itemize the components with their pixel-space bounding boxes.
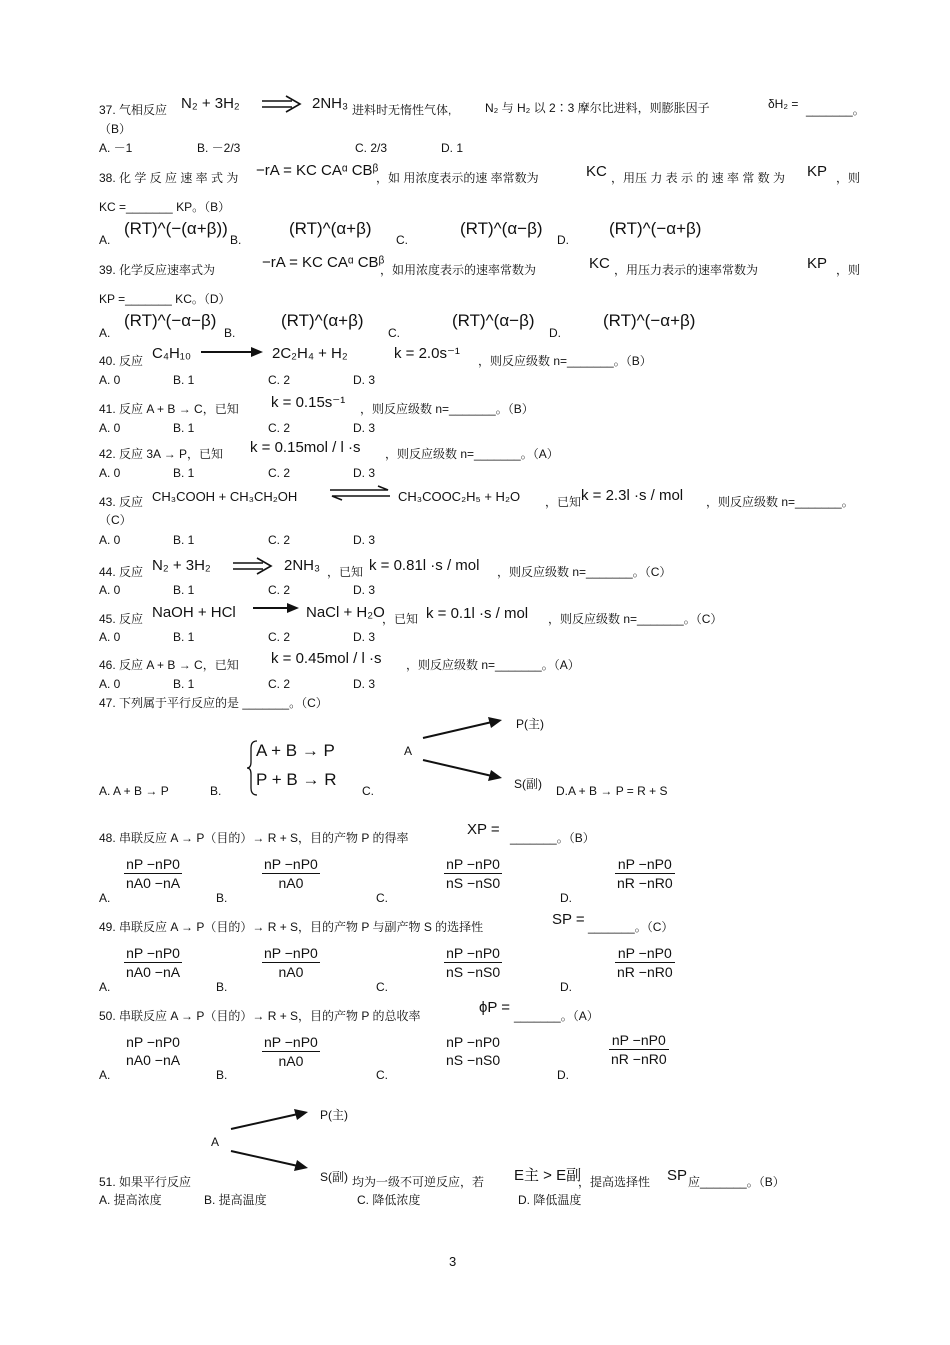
hollow-arrow-icon [233, 558, 273, 574]
q39-option-d: D. [549, 326, 561, 340]
q47-scheme-main: P(主) [516, 717, 544, 731]
q37-mid: 进料时无惰性气体, [352, 103, 452, 117]
q39-kp: KP [807, 255, 828, 272]
q48-fraction-b [262, 855, 320, 892]
q45-rhs: NaCl + H₂O [306, 604, 385, 621]
q47-scheme-side: S(副) [514, 777, 542, 791]
q39-text2: ，用压力表示的速率常数为 [614, 263, 759, 277]
fraction-numerator: nP −nP0 [446, 1034, 500, 1050]
q43-option-b: B. 1 [173, 533, 195, 547]
fraction-numerator: nP −nP0 [264, 945, 318, 961]
q40-option-a: A. 0 [99, 373, 121, 387]
q45-tail2: ，则反应级数 n=_______。（C） [548, 612, 723, 626]
q37-ratio: N₂ 与 H₂ 以 2∶3 摩尔比进料，则膨胀因子 [485, 101, 710, 115]
fraction-numerator: nP −nP0 [264, 1034, 318, 1050]
q40-stem: 40. 反应 [99, 354, 144, 368]
q44-tail: ，已知 [327, 565, 364, 579]
q45-tail: ，已知 [382, 612, 419, 626]
q44-option-a: A. 0 [99, 583, 121, 597]
q51-scheme-reactant: A [211, 1135, 220, 1149]
q45-lhs: NaOH + HCl [152, 604, 236, 621]
q46-tail: ，则反应级数 n=_______。（A） [406, 658, 580, 672]
q51-condition: E主 > E副 [514, 1167, 582, 1184]
q50-fraction-c [444, 1033, 502, 1069]
q39-expr-b: (RT)^(α+β) [281, 311, 364, 330]
q48-label-b: B. [216, 891, 228, 905]
q38-expr-c: (RT)^(α−β) [460, 219, 543, 238]
q40-k: k = 2.0s⁻¹ [394, 345, 460, 362]
q39-expr-c: (RT)^(α−β) [452, 311, 535, 330]
q37-option-c: C. 2/3 [355, 141, 388, 155]
equilibrium-arrow-icon [330, 486, 390, 500]
q48-label-c: C. [376, 891, 388, 905]
q48-label-d: D. [560, 891, 572, 905]
fraction-numerator: nP −nP0 [609, 1031, 669, 1050]
q37-lhs: N₂ + 3H₂ [181, 95, 240, 112]
q38-stem: 38. 化 学 反 应 速 率 式 为 [99, 171, 239, 185]
q51-option-d: D. 降低温度 [518, 1193, 582, 1207]
q47-option-d: D.A + B → P = R + S [556, 784, 668, 798]
q43-rhs: CH₃COOC₂H₅ + H₂O [398, 489, 521, 504]
q37-blank: _______。 [806, 103, 865, 117]
q47-scheme-reactant: A [404, 744, 413, 758]
q51-option-a: A. 提高浓度 [99, 1193, 162, 1207]
fraction-numerator: nP −nP0 [615, 944, 675, 963]
q42-stem: 42. 反应 3A → P，已知 [99, 447, 224, 461]
q44-option-b: B. 1 [173, 583, 195, 597]
q46-option-a: A. 0 [99, 677, 121, 691]
q42-tail: ，则反应级数 n=_______。（A） [385, 447, 559, 461]
q46-option-b: B. 1 [173, 677, 195, 691]
q47-option-b: B. [210, 784, 222, 798]
q49-stem: 49. 串联反应 A → P（目的）→ R + S，目的产物 P 与副产物 S 的选择性 [99, 920, 484, 934]
q38-kp: KP [807, 163, 828, 180]
q47-system-line-2: P + B → R [256, 770, 337, 789]
q50-stem: 50. 串联反应 A → P（目的）→ R + S，目的产物 P 的总收率 [99, 1009, 421, 1023]
hollow-arrow-icon [262, 96, 302, 112]
fraction-denominator: nA0 −nA [126, 964, 181, 980]
fraction-denominator: nA0 [278, 875, 304, 891]
q51-option-c: C. 降低浓度 [357, 1193, 421, 1207]
q38-line2: KC =_______ KP。（B） [99, 200, 231, 214]
arrow-icon [253, 602, 299, 614]
q38-expr-d: (RT)^(−α+β) [609, 219, 702, 238]
q43-option-a: A. 0 [99, 533, 121, 547]
q38-rate: −rA = KC CAᵅ CBᵝ [256, 162, 379, 179]
q38-option-c: C. [396, 233, 408, 247]
q44-option-d: D. 3 [353, 583, 376, 597]
q38-expr-a: (RT)^(−(α+β)) [124, 219, 228, 238]
q39-tail: ，则 [836, 263, 861, 277]
q41-option-c: C. 2 [268, 421, 291, 435]
q49-fraction-a [124, 944, 182, 981]
fraction-denominator: nA0 −nA [126, 875, 181, 891]
q43-lhs: CH₃COOH + CH₃CH₂OH [152, 489, 298, 504]
q51-symbol: SP [667, 1167, 688, 1184]
q47-system-line-1: A + B → P [256, 741, 335, 760]
fraction-numerator: nP −nP0 [264, 856, 318, 872]
q43-option-d: D. 3 [353, 533, 376, 547]
q39-option-b: B. [224, 326, 236, 340]
fraction-denominator: nR −nR0 [617, 964, 673, 980]
q39-text: ，如用浓度表示的速率常数为 [380, 263, 537, 277]
q42-option-c: C. 2 [268, 466, 291, 480]
arrow-icon [201, 346, 263, 358]
q50-fraction-a [124, 1033, 182, 1069]
q49-symbol: SP = [552, 911, 585, 928]
q50-fraction-b [262, 1033, 320, 1070]
q39-line2: KP =_______ KC。（D） [99, 292, 231, 306]
fraction-numerator: nP −nP0 [124, 855, 182, 874]
q45-option-a: A. 0 [99, 630, 121, 644]
q46-stem: 46. 反应 A + B → C，已知 [99, 658, 239, 672]
parallel-arrows-icon [228, 1107, 314, 1175]
q46-option-c: C. 2 [268, 677, 291, 691]
fraction-numerator: nP −nP0 [124, 944, 182, 963]
q50-label-c: C. [376, 1068, 388, 1082]
q43-k: k = 2.3l ·s / mol [581, 487, 684, 504]
q48-fraction-c [444, 855, 502, 892]
q37-answer: （B） [99, 122, 132, 136]
q39-expr-a: (RT)^(−α−β) [124, 311, 217, 330]
q37-option-d: D. 1 [441, 141, 464, 155]
q45-option-c: C. 2 [268, 630, 291, 644]
q51-scheme-side: S(副) [320, 1170, 348, 1184]
q48-symbol: XP = [467, 821, 500, 838]
fraction-denominator: nR −nR0 [611, 1051, 667, 1067]
q38-kc: KC [586, 163, 607, 180]
fraction-denominator: nA0 [278, 964, 304, 980]
q51-tail: ，提高选择性 [578, 1175, 651, 1189]
parallel-arrows-icon [420, 716, 506, 786]
q39-option-c: C. [388, 326, 400, 340]
q45-option-d: D. 3 [353, 630, 376, 644]
q38-expr-b: (RT)^(α+β) [289, 219, 372, 238]
q48-tail: _______。（B） [510, 831, 595, 845]
fraction-denominator: nR −nR0 [617, 875, 673, 891]
q39-rate: −rA = KC CAᵅ CBᵝ [262, 254, 385, 271]
q47-option-a: A. A + B → P [99, 784, 169, 798]
q48-stem: 48. 串联反应 A → P（目的）→ R + S，目的产物 P 的得率 [99, 831, 409, 845]
q39-kc: KC [589, 255, 610, 272]
q51-option-b: B. 提高温度 [204, 1193, 267, 1207]
fraction-denominator: nS −nS0 [446, 964, 501, 980]
q39-expr-d: (RT)^(−α+β) [603, 311, 696, 330]
q49-tail: _______。（C） [588, 920, 674, 934]
q50-label-d: D. [557, 1068, 569, 1082]
q49-label-c: C. [376, 980, 388, 994]
q40-lhs: C₄H₁₀ [152, 345, 192, 362]
q38-option-d: D. [557, 233, 569, 247]
q50-fraction-d [609, 1031, 669, 1068]
q42-k: k = 0.15mol / l ·s [250, 439, 361, 456]
q49-fraction-b [262, 944, 320, 981]
q47-stem: 47. 下列属于平行反应的是 _______。（C） [99, 696, 328, 710]
q49-label-a: A. [99, 980, 111, 994]
q41-tail: ，则反应级数 n=_______。（B） [360, 402, 534, 416]
q41-option-b: B. 1 [173, 421, 195, 435]
q41-stem: 41. 反应 A + B → C，已知 [99, 402, 239, 416]
q50-label-a: A. [99, 1068, 111, 1082]
q51-text: 均为一级不可逆反应，若 [352, 1175, 485, 1189]
q37-rhs: 2NH₃ [312, 95, 349, 112]
q38-text2: ，用压 力 表 示 的 速 率 常 数 为 [611, 171, 786, 185]
q51-stem: 51. 如果平行反应 [99, 1175, 192, 1189]
q43-answer: （C） [99, 513, 132, 527]
q41-option-d: D. 3 [353, 421, 376, 435]
q44-k: k = 0.81l ·s / mol [369, 557, 480, 574]
q44-lhs: N₂ + 3H₂ [152, 557, 211, 574]
q48-fraction-a [124, 855, 182, 892]
q47-option-c: C. [362, 784, 374, 798]
q46-k: k = 0.45mol / l ·s [271, 650, 382, 667]
q51-scheme-main: P(主) [320, 1108, 348, 1122]
q41-option-a: A. 0 [99, 421, 121, 435]
fraction-denominator: nA0 [278, 1053, 304, 1069]
q50-symbol: ϕP = [479, 999, 511, 1016]
fraction-denominator: nS −nS0 [446, 1052, 501, 1068]
q46-option-d: D. 3 [353, 677, 376, 691]
q49-label-b: B. [216, 980, 228, 994]
q39-stem: 39. 化学反应速率式为 [99, 263, 216, 277]
q39-option-a: A. [99, 326, 111, 340]
q44-tail2: ，则反应级数 n=_______。（C） [497, 565, 672, 579]
q37-option-a: A. －1 [99, 141, 133, 155]
q48-fraction-d [615, 855, 675, 892]
q42-option-b: B. 1 [173, 466, 195, 480]
q40-option-d: D. 3 [353, 373, 376, 387]
q37-symbol: δH₂ = [768, 97, 799, 111]
q43-tail: ，已知 [545, 495, 582, 509]
q37-stem: 37. 气相反应 [99, 103, 168, 117]
q44-option-c: C. 2 [268, 583, 291, 597]
fraction-numerator: nP −nP0 [444, 855, 502, 874]
q45-k: k = 0.1l ·s / mol [426, 605, 529, 622]
q38-option-a: A. [99, 233, 111, 247]
q43-stem: 43. 反应 [99, 495, 144, 509]
q37-option-b: B. －2/3 [197, 141, 241, 155]
q42-option-a: A. 0 [99, 466, 121, 480]
q40-option-c: C. 2 [268, 373, 291, 387]
page-number: 3 [449, 1254, 457, 1269]
q50-label-b: B. [216, 1068, 228, 1082]
fraction-numerator: nP −nP0 [615, 855, 675, 874]
q45-stem: 45. 反应 [99, 612, 144, 626]
q42-option-d: D. 3 [353, 466, 376, 480]
q43-option-c: C. 2 [268, 533, 291, 547]
fraction-numerator: nP −nP0 [126, 1034, 180, 1050]
q48-label-a: A. [99, 891, 111, 905]
q49-label-d: D. [560, 980, 572, 994]
q40-rhs: 2C₂H₄ + H₂ [272, 345, 348, 362]
q51-tail2: 应_______。（B） [688, 1175, 785, 1189]
q44-rhs: 2NH₃ [284, 557, 321, 574]
q40-option-b: B. 1 [173, 373, 195, 387]
q49-fraction-d [615, 944, 675, 981]
q50-tail: _______。（A） [514, 1009, 599, 1023]
q43-tail2: ，则反应级数 n=_______。 [706, 495, 854, 509]
q38-option-b: B. [230, 233, 242, 247]
fraction-numerator: nP −nP0 [444, 944, 502, 963]
q38-tail: ，则 [836, 171, 861, 185]
q40-tail: ，则反应级数 n=_______。（B） [478, 354, 652, 368]
q38-text: ，如 用浓度表示的速 率常数为 [376, 171, 539, 185]
q49-fraction-c [444, 944, 502, 981]
q41-k: k = 0.15s⁻¹ [271, 394, 346, 411]
q44-stem: 44. 反应 [99, 565, 144, 579]
fraction-denominator: nS −nS0 [446, 875, 501, 891]
fraction-denominator: nA0 −nA [126, 1052, 181, 1068]
q45-option-b: B. 1 [173, 630, 195, 644]
